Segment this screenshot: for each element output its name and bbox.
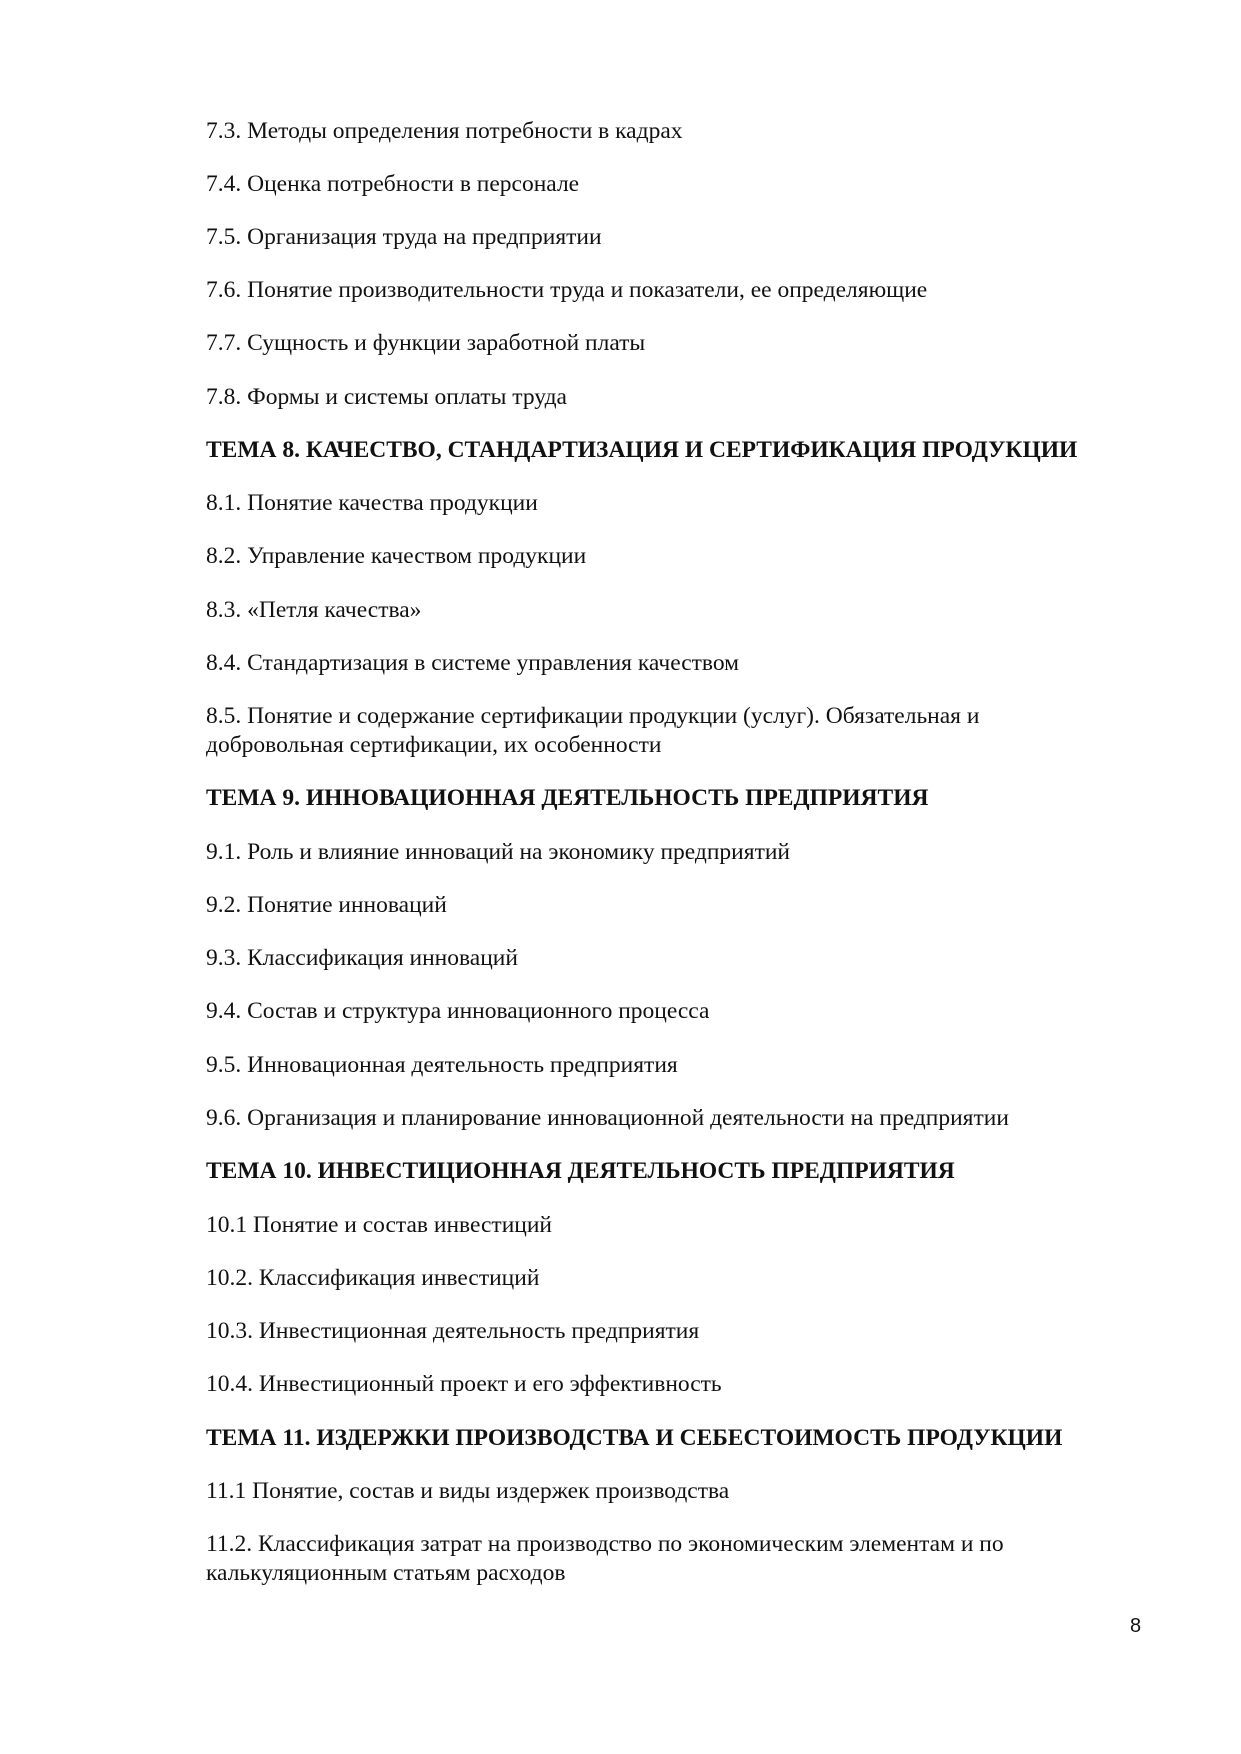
list-item: 7.4. Оценка потребности в персонале [206,171,580,197]
list-item: 7.8. Формы и системы оплаты труда [206,384,567,410]
list-item: 7.3. Методы определения потребности в кадрах [206,118,683,144]
list-item: 11.2. Классификация затрат на производство по экономическим элементам и по калькуляционным статьям расходов [206,1531,1004,1586]
list-item: 7.7. Сущность и функции заработной платы [206,330,646,356]
list-item: 9.3. Классификация инноваций [206,945,518,971]
section-heading: ТЕМА 9. ИННОВАЦИОННАЯ ДЕЯТЕЛЬНОСТЬ ПРЕДПРИЯТИЯ [206,785,929,811]
list-item: 10.1 Понятие и состав инвестиций [206,1212,552,1238]
list-item: 10.4. Инвестиционный проект и его эффективность [206,1371,722,1397]
section-heading: ТЕМА 10. ИНВЕСТИЦИОННАЯ ДЕЯТЕЛЬНОСТЬ ПРЕДПРИЯТИЯ [206,1158,955,1184]
list-item: 8.5. Понятие и содержание сертификации продукции (услуг). Обязательная и добровольная сертификации, их особенности [206,703,980,758]
list-item: 8.4. Стандартизация в системе управления качеством [206,650,740,676]
section-heading: ТЕМА 11. ИЗДЕРЖКИ ПРОИЗВОДСТВА И СЕБЕСТОИМОСТЬ ПРОДУКЦИИ [206,1425,1063,1451]
list-item: 8.1. Понятие качества продукции [206,490,538,516]
list-item: 9.4. Состав и структура инновационного процесса [206,998,710,1024]
list-item: 9.5. Инновационная деятельность предприятия [206,1052,678,1078]
list-item: 8.3. «Петля качества» [206,597,422,623]
list-item: 7.5. Организация труда на предприятии [206,224,602,250]
list-item: 11.1 Понятие, состав и виды издержек производства [206,1478,730,1504]
list-item: 9.1. Роль и влияние инноваций на экономику предприятий [206,839,790,865]
list-item: 10.2. Классификация инвестиций [206,1265,540,1291]
list-item: 9.2. Понятие инноваций [206,892,447,918]
list-item: 7.6. Понятие производительности труда и показатели, ее определяющие [206,277,928,303]
list-item: 10.3. Инвестиционная деятельность предприятия [206,1318,700,1344]
list-item: 9.6. Организация и планирование инновационной деятельности на предприятии [206,1105,1009,1131]
list-item: 8.2. Управление качеством продукции [206,543,587,569]
section-heading: ТЕМА 8. КАЧЕСТВО, СТАНДАРТИЗАЦИЯ И СЕРТИФИКАЦИЯ ПРОДУКЦИИ [206,437,1078,463]
page-number: 8 [1130,1615,1142,1637]
